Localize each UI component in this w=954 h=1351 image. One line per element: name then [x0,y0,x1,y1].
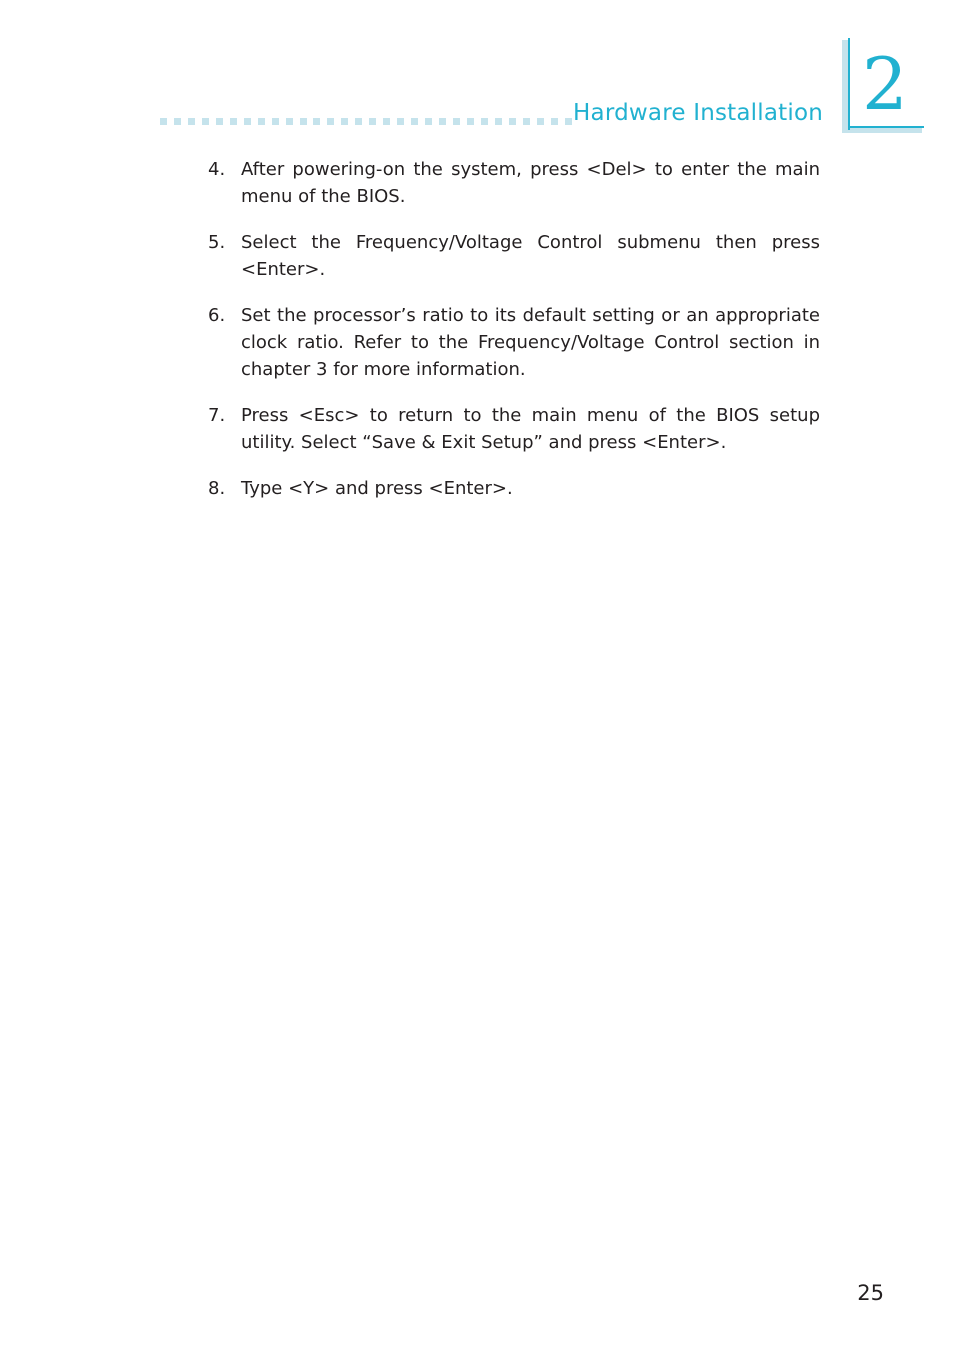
list-item [208,302,820,383]
header-dot-rule [160,118,572,125]
step-text: After powering-on the system, press <Del> to enter the main menu of the BIOS. [241,159,820,207]
step-text: Type <Y> and press <Enter>. [241,478,513,499]
page-number: 25 [857,1281,884,1305]
step-text: Select the Frequency/Voltage Control submenu then press <Enter>. [241,232,820,280]
step-number: 4. [208,159,226,180]
list-item [208,156,820,210]
step-number: 6. [208,305,226,326]
step-text: Press <Esc> to return to the main menu of the BIOS setup utility. Select “Save & Exit Setup” and press <Enter>. [241,405,820,453]
step-number: 5. [208,232,226,253]
step-text: Set the processor’s ratio to its default setting or an appropriate clock ratio. Refer to the Frequency/Voltage Control section in chapter 3 for more information. [241,305,820,380]
list-item [208,402,820,456]
list-item [208,229,820,283]
section-title: Hardware Installation [573,100,823,126]
chapter-marker [842,38,924,133]
steps-list [208,156,820,521]
step-number: 8. [208,478,226,499]
step-number: 7. [208,405,226,426]
list-item [208,475,820,502]
chapter-number: 2 [862,42,908,126]
